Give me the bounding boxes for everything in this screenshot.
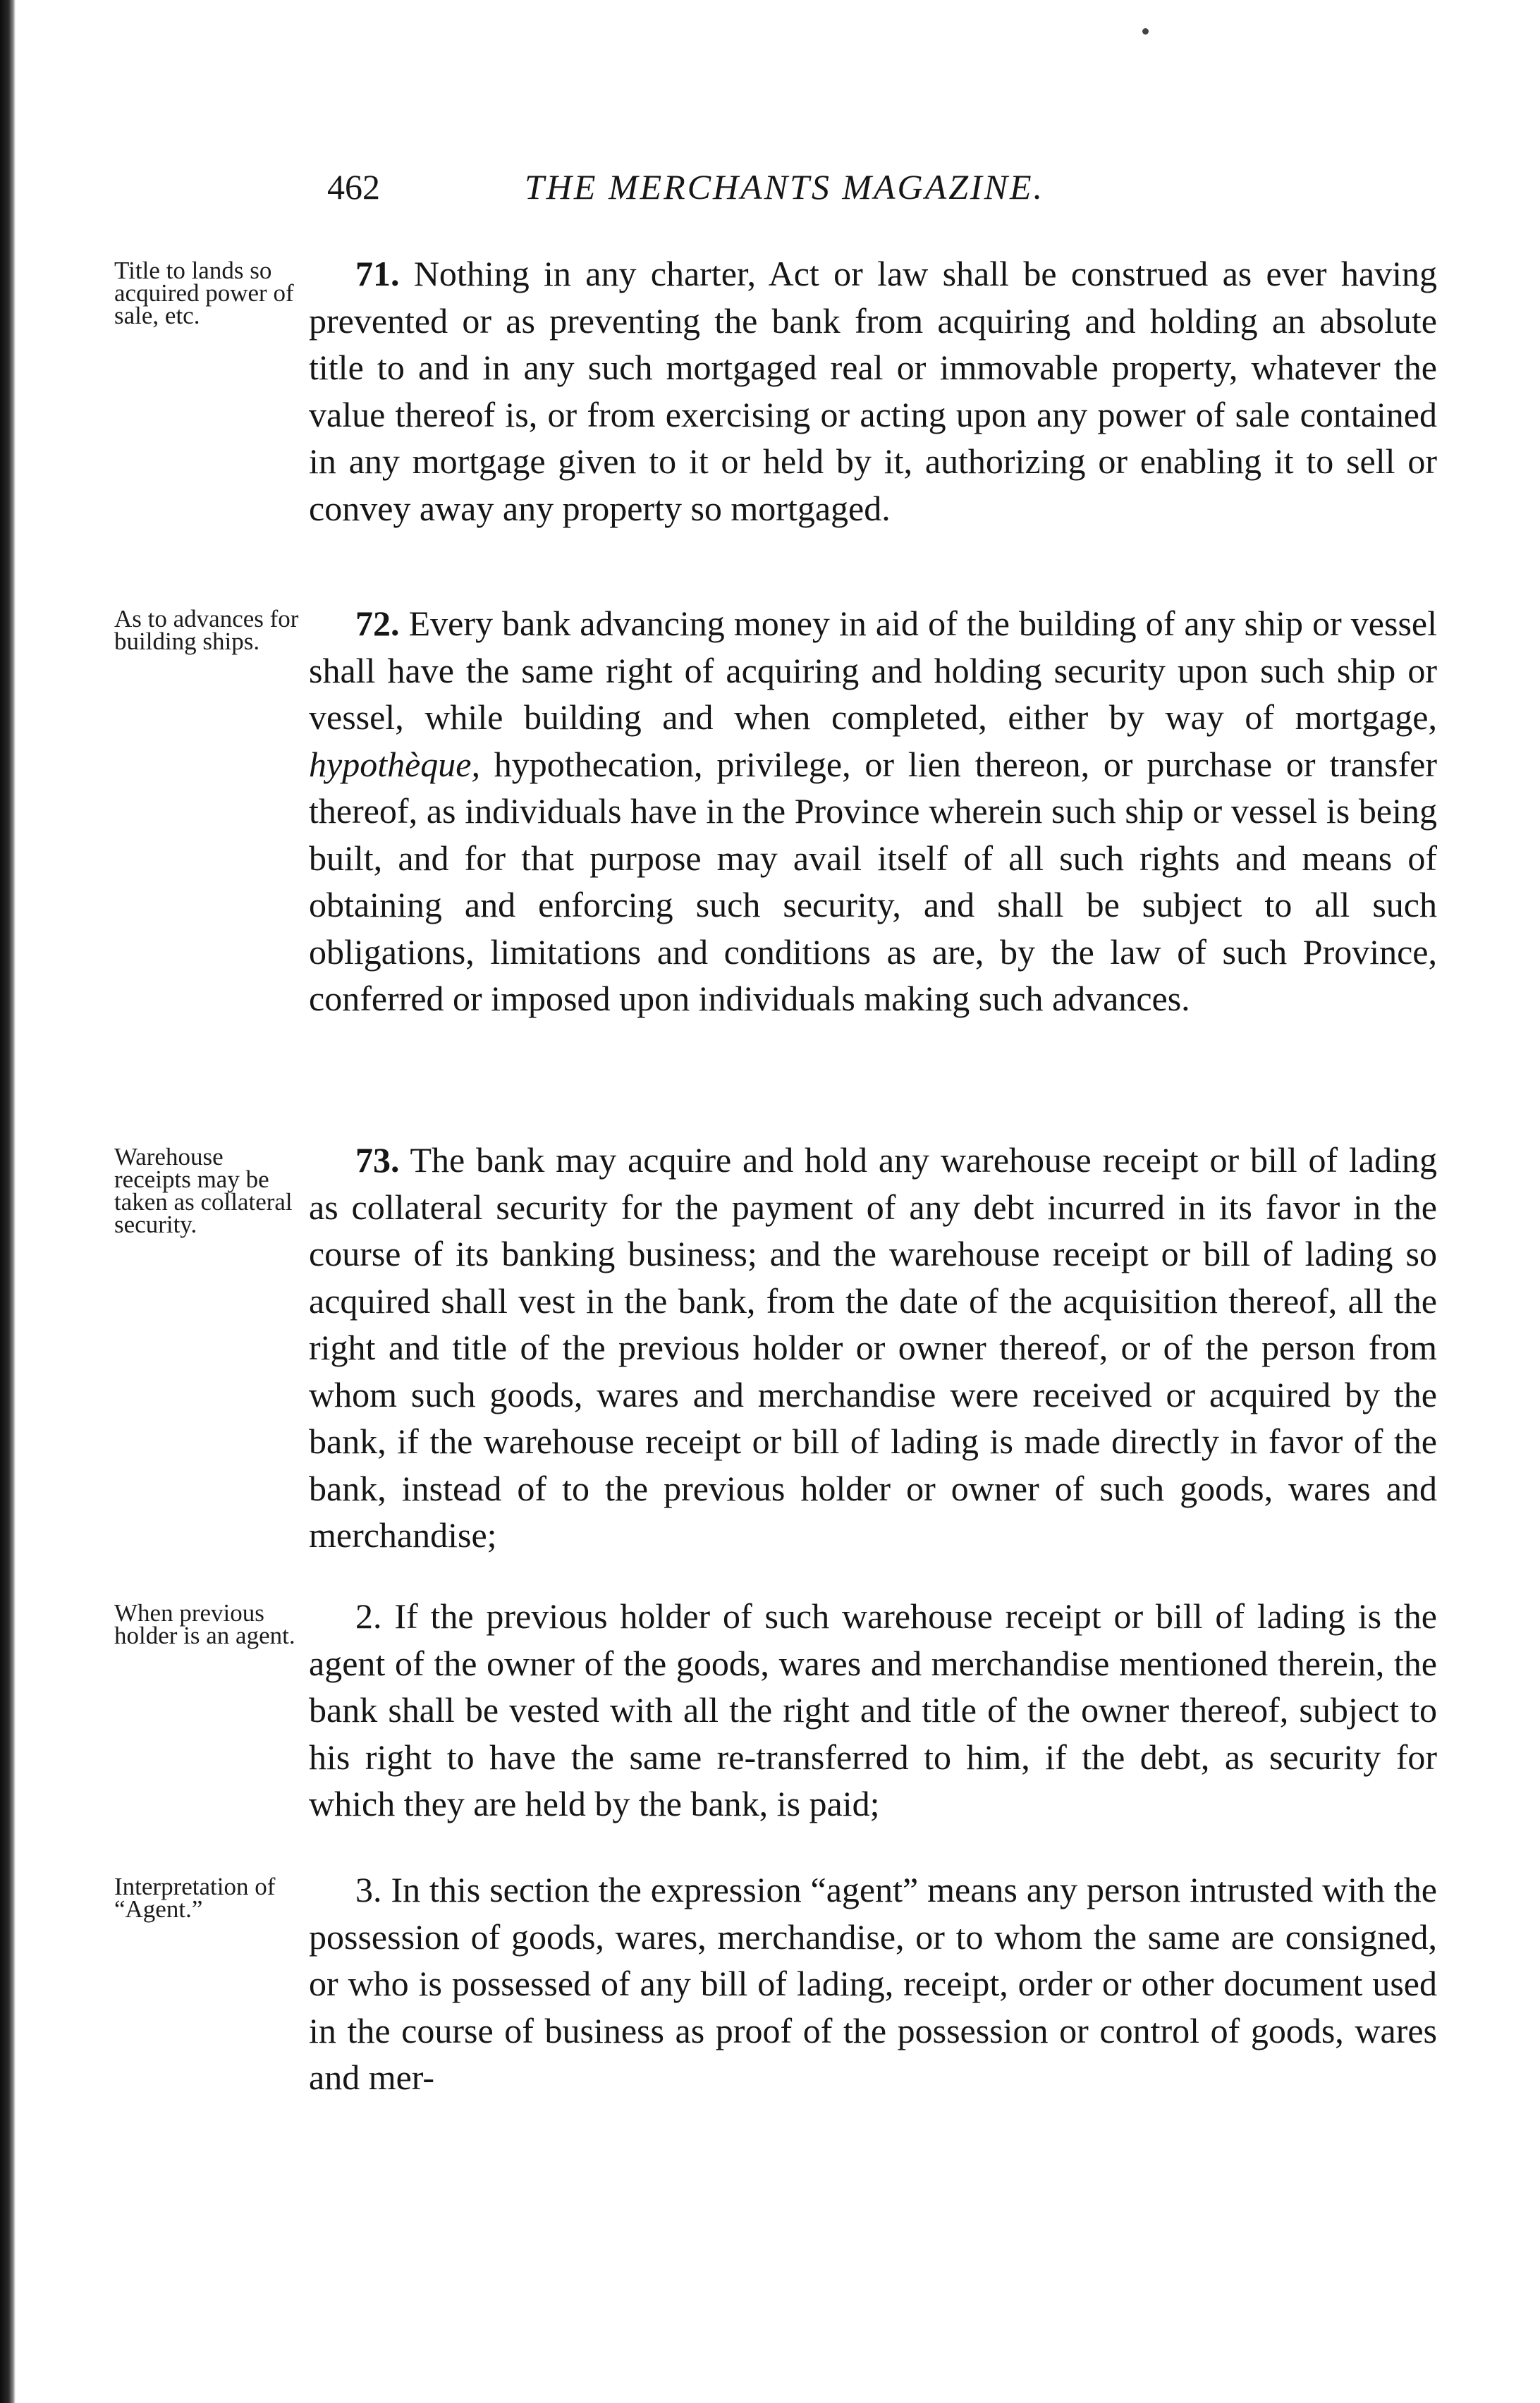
marginal-note: Warehouse receipts may be taken as collateral security. [114,1143,293,1238]
section-number: 3. [355,1870,382,1909]
page-number: 462 [327,167,380,207]
italic-term: hypothèque, [309,744,480,784]
marginal-note: Interpretation of “Agent.” [114,1873,276,1923]
marginal-note: When previous holder is an agent. [114,1599,295,1649]
section-number: 72. [355,604,400,643]
section-text: In this section the expression “agent” means any person intrusted with the possession of goods, wares, merchandise, or to whom the same are consigned, or who is possessed of any bill of lading, receipt, order or other document used in the course of business as proof of the possession or control of goods, wares and mer- [309,1870,1437,2097]
section-text: If the previous holder of such warehouse receipt or bill of lading is the agent of the owner of the goods, wares and merchandise mentioned therein, the bank shall be vested with all the right and title of the owner thereof, subject to his right to have the same re-transferred to him, if the debt, as security for which they are held by the bank, is paid; [309,1596,1437,1823]
section-body [309,1137,1437,1559]
marginal-note: Title to lands so acquired power of sale, etc. [114,257,294,329]
section-number: 2. [355,1596,382,1636]
section-text: The bank may acquire and hold any warehouse receipt or bill of lading as collateral security for the payment of any debt incurred in its favor in the course of its banking business; and the warehouse receipt or bill of lading so acquired shall vest in the bank, from the date of the acquisition thereof, all the right and title of the previous holder or owner thereof, or of the person from whom such goods, wares and merchandise were received or acquired by the bank, if the warehouse receipt or bill of lading is made directly in favor of the bank, instead of to the previous holder or owner of such goods, wares and merchandise; [309,1140,1437,1555]
marginal-note: As to advances for building ships. [114,605,299,655]
running-title: THE MERCHANTS MAGAZINE. [525,167,1045,207]
section-text: Every bank advancing money in aid of the building of any ship or vessel shall have the same right of acquiring and holding security upon such ship or vessel, while building and when completed, either by way of mortgage, [309,604,1437,737]
book-binding-edge [0,0,16,2403]
page-header [306,166,1448,223]
section-body [309,1866,1437,2101]
section-number: 73. [355,1140,400,1180]
print-speck [1142,28,1149,35]
section-body [309,1593,1437,1828]
section-number: 71. [355,254,400,293]
section-text-continued: hypothecation, privilege, or lien thereon, or purchase or transfer thereof, as individuals have in the Province wherein such ship or vessel is being built, and for that purpose may avail itself of all such rights and means of obtaining and enforcing such security, and shall be subject to all such obligations, limitations and conditions as are, by the law of such Province, conferred or imposed upon individuals making such advances. [309,744,1438,1018]
section-body [309,250,1437,532]
section-text: Nothing in any charter, Act or law shall be construed as ever having prevented or as preventing the bank from acquiring and holding an absolute title to and in any such mortgaged real or immovable property, whatever the value thereof is, or from exercising or acting upon any power of sale contained in any mortgage given to it or held by it, authorizing or enabling it to sell or convey away any property so mortgaged. [309,254,1437,528]
section-body [309,600,1437,1022]
